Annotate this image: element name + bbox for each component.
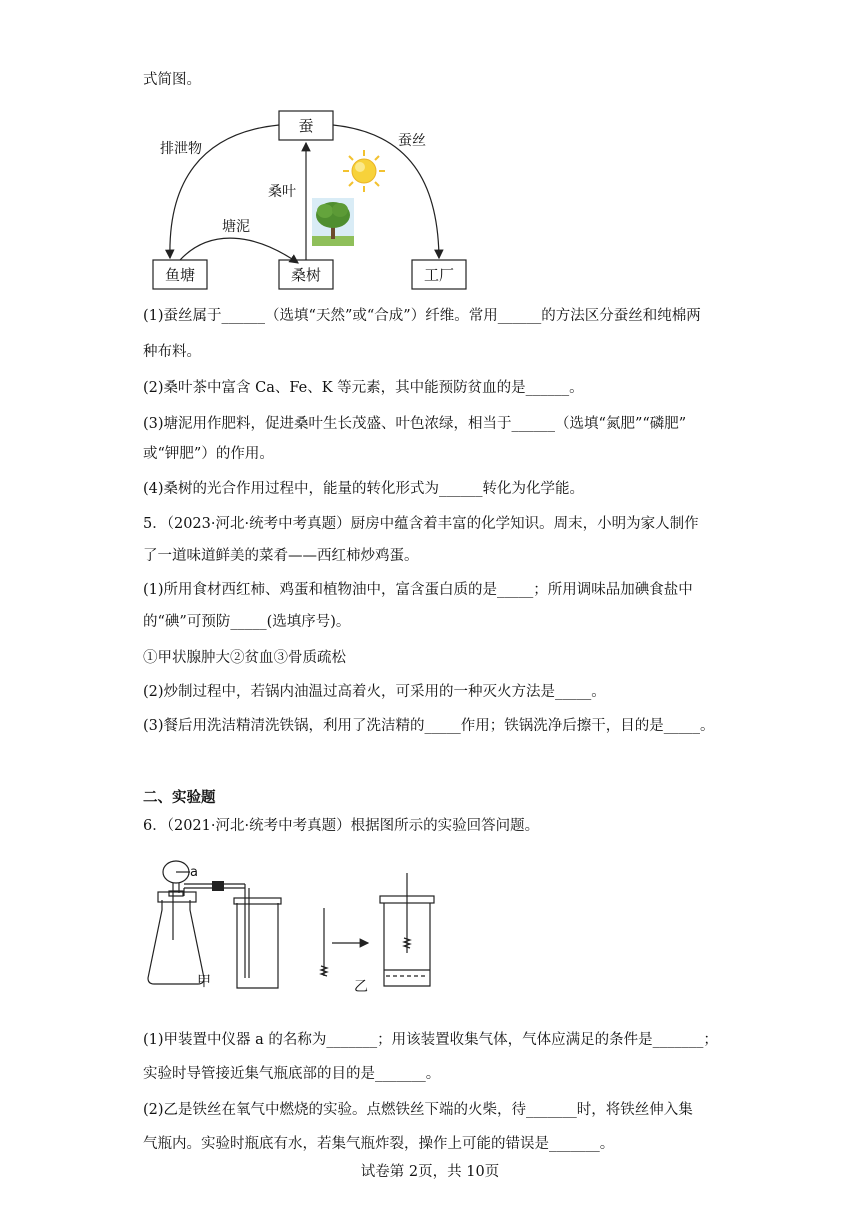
q4-part3-line2: 或“钾肥”）的作用。 bbox=[143, 446, 274, 462]
q4-part1-line2: 种布料。 bbox=[143, 344, 201, 360]
q4-part1-line1: (1)蚕丝属于______（选填“天然”或“合成”）纤维。常用______的方法区分蚕丝和纯棉两 bbox=[143, 308, 701, 324]
fishpond-label: 鱼塘 bbox=[164, 266, 196, 284]
q6-part2-line1: (2)乙是铁丝在氧气中燃烧的实验。点燃铁丝下端的火柴，待_______时，将铁丝伸入集 bbox=[143, 1102, 693, 1118]
tree-icon bbox=[312, 198, 354, 246]
excrement-label: 排泄物 bbox=[160, 141, 202, 157]
section-title: 二、实验题 bbox=[143, 790, 216, 806]
mud-arrow bbox=[180, 238, 298, 263]
q4-part3-line1: (3)塘泥用作肥料，促进桑叶生长茂盛、叶色浓绿，相当于______（选填“氮肥”“磷肥” bbox=[143, 416, 687, 432]
q6-part1-line2: 实验时导管接近集气瓶底部的目的是_______。 bbox=[143, 1066, 441, 1082]
silkworm-label: 蚕 bbox=[298, 117, 314, 135]
intro-line: 式简图。 bbox=[143, 72, 201, 88]
mulberry-label: 桑树 bbox=[290, 266, 322, 284]
q4-part2: (2)桑叶茶中富含 Ca、Fe、K 等元素，其中能预防贫血的是______。 bbox=[143, 380, 584, 396]
q5-part1-line1: (1)所用食材西红柿、鸡蛋和植物油中，富含蛋白质的是_____；所用调味品加碘食盐中 bbox=[143, 582, 693, 598]
q5-part2: (2)炒制过程中，若锅内油温过高着火，可采用的一种灭火方法是_____。 bbox=[143, 684, 606, 700]
q5-stem-line1: 5．（2023·河北·统考中考真题）厨房中蕴含着丰富的化学知识。周末，小明为家人制作 bbox=[143, 516, 699, 532]
conical-flask bbox=[148, 900, 204, 984]
q5-part1-line2: 的“碘”可预防_____(选填序号)。 bbox=[143, 614, 351, 630]
q6-part2-line2: 气瓶内。实验时瓶底有水，若集气瓶炸裂，操作上可能的错误是_______。 bbox=[143, 1136, 615, 1152]
mud-label: 塘泥 bbox=[222, 219, 250, 235]
q5-options: ①甲状腺肿大②贫血③骨质疏松 bbox=[143, 650, 346, 666]
q5-part3: (3)餐后用洗洁精清洗铁锅，利用了洗洁精的_____作用；铁锅洗净后擦干，目的是_____。 bbox=[143, 718, 715, 734]
q6-part1-line1: (1)甲装置中仪器 a 的名称为_______；用该装置收集气体，气体应满足的条件是_______； bbox=[143, 1032, 718, 1048]
q5-stem-line2: 了一道味道鲜美的菜肴——西红柿炒鸡蛋。 bbox=[143, 548, 419, 564]
silk-label: 蚕丝 bbox=[398, 133, 426, 149]
label-yi: 乙 bbox=[354, 979, 368, 993]
q6-stem: 6．（2021·河北·统考中考真题）根据图所示的实验回答问题。 bbox=[143, 818, 540, 834]
label-jia: 甲 bbox=[197, 974, 211, 990]
factory-label: 工厂 bbox=[423, 266, 455, 284]
q4-part4: (4)桑树的光合作用过程中，能量的转化形式为______转化为化学能。 bbox=[143, 481, 585, 497]
label-a: a bbox=[190, 865, 198, 880]
apparatus-diagram bbox=[140, 848, 440, 993]
ecosystem-diagram bbox=[140, 103, 470, 295]
page-footer: 试卷第 2页，共 10页 bbox=[360, 1164, 500, 1180]
sun-icon bbox=[343, 150, 385, 192]
leaves-label: 桑叶 bbox=[268, 184, 296, 200]
gas-jar bbox=[237, 903, 278, 988]
